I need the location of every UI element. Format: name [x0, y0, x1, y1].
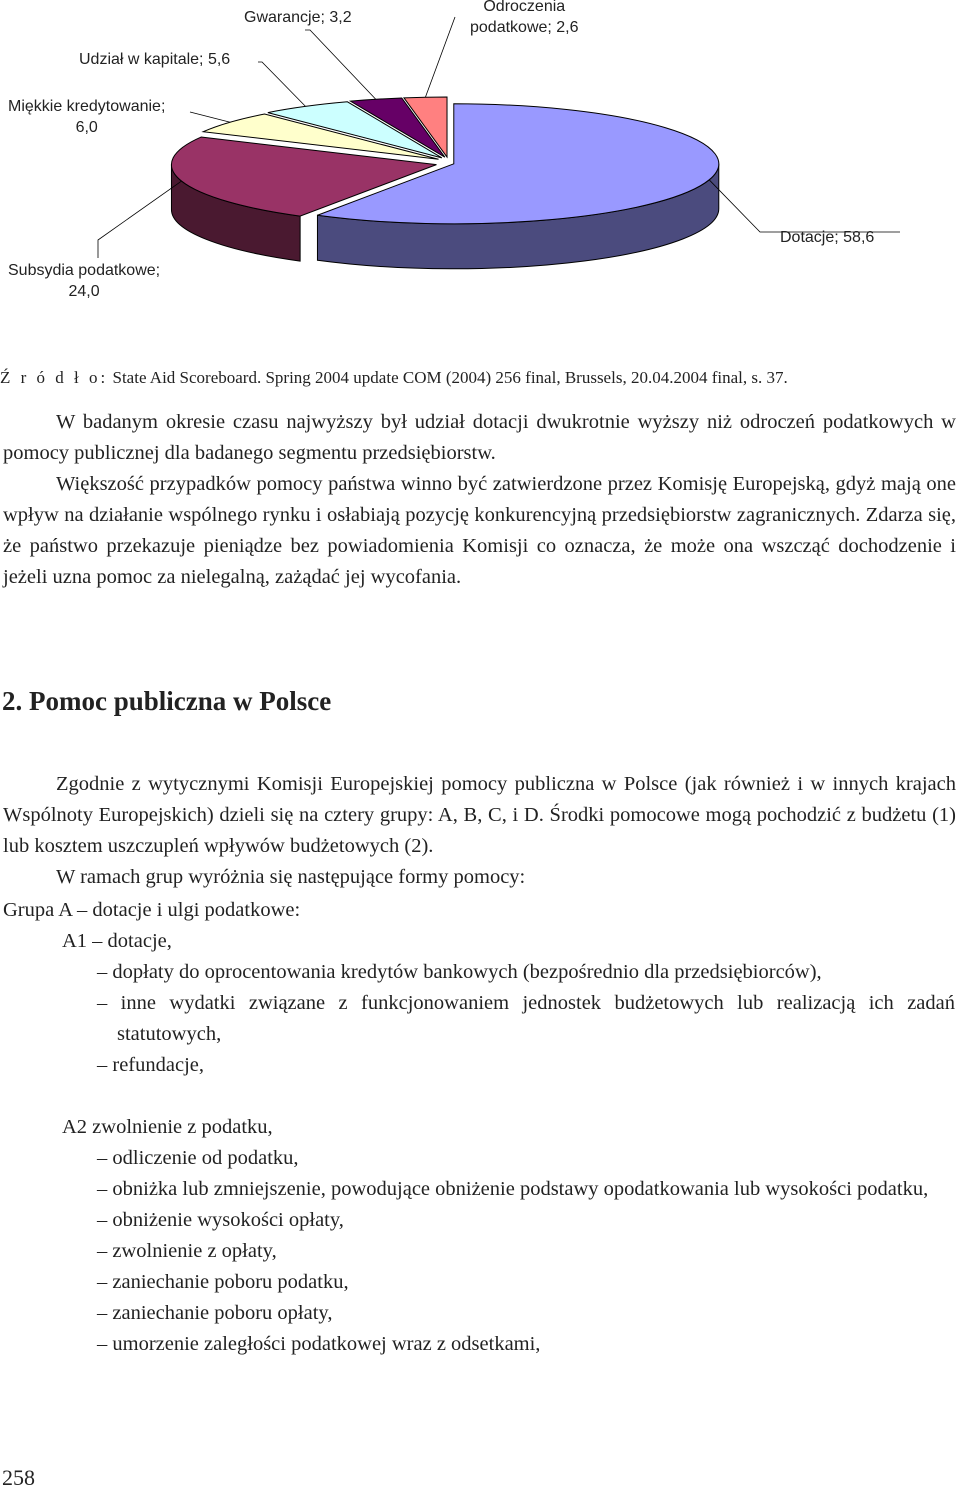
- source-text: State Aid Scoreboard. Spring 2004 update COM (2004) 256 final, Brussels, 20.04.2004 final, s. 37.: [108, 368, 788, 387]
- pie-leader-line: [98, 181, 182, 258]
- source-prefix: Ź r ó d ł o:: [0, 368, 109, 387]
- a2-item: – zaniechanie poboru podatku,: [97, 1271, 349, 1293]
- a2-item: – obniżenie wysokości opłaty,: [97, 1209, 344, 1231]
- label-miekkie: [8, 96, 165, 138]
- a2-item: – umorzenie zaległości podatkowej wraz z odsetkami,: [97, 1333, 541, 1355]
- a1-item: – inne wydatki związane z funkcjonowaniem jednostek budżetowych lub realizacją ich zadań statutowych,: [97, 992, 955, 1045]
- a2-item: – zaniechanie poboru opłaty,: [97, 1302, 333, 1324]
- a2-item: – obniżka lub zmniejszenie, powodujące obniżenie podstawy opodatkowania lub wysokości podatku,: [97, 1178, 929, 1200]
- pie-chart: [0, 0, 960, 320]
- a2-item: – zwolnienie z opłaty,: [97, 1240, 277, 1262]
- label-subsydia-line2: 24,0: [68, 283, 100, 300]
- label-subsydia: [8, 260, 160, 302]
- pie-leader-line: [305, 30, 376, 99]
- paragraph-1: W badanym okresie czasu najwyższy był udział dotacji dwukrotnie wyższy niż odroczeń podatkowych w pomocy publicznej dla badanego segmentu przedsiębiorstw.: [3, 411, 956, 464]
- a1-label: A1 – dotacje,: [62, 930, 172, 952]
- label-odroczenia-line2: podatkowe; 2,6: [470, 19, 579, 36]
- source-note: [0, 368, 788, 388]
- group-a-label: Grupa A – dotacje i ulgi podatkowe:: [3, 899, 301, 921]
- label-miekkie-line1: Miękkie kredytowanie;: [8, 98, 166, 115]
- paragraph-2: Większość przypadków pomocy państwa winno być zatwierdzone przez Komisję Europejską, gdyż mają one wpływ na działanie wspólnego rynku i osłabiają pozycję konkurencyjną przedsiębiorstw zagranicznych. Zdarza się, że państwo przekazuje pieniądze bez powiadomienia Komisji co oznacza, że może ona wszcząć dochodzenie i jeżeli uzna pomoc za nielegalną, zażądać jej wycofania.: [3, 473, 956, 588]
- body-paragraphs: [3, 407, 956, 593]
- a1-list: [97, 957, 955, 1081]
- a2-label: A2 zwolnienie z podatku,: [62, 1116, 273, 1138]
- pie-leader-line: [190, 112, 230, 122]
- a2-item: – odliczenie od podatku,: [97, 1147, 299, 1169]
- pie-leader-line: [709, 180, 900, 232]
- paragraph-3: Zgodnie z wytycznymi Komisji Europejskiej pomocy publiczna w Polsce (jak również i w innych krajach Wspólnoty Europejskich) dzieli się na cztery grupy: A, B, C, i D. Środki pomocowe mogą pochodzić z budżetu (1) lub kosztem uszczupleń wpływów budżetowych (2).: [3, 773, 956, 857]
- a2-list: [97, 1143, 955, 1360]
- pie-leader-line: [258, 62, 306, 106]
- list-intro: W ramach grup wyróżnia się następujące formy pomocy:: [56, 866, 526, 888]
- label-odroczenia-line1: Odroczenia: [483, 0, 566, 15]
- label-subsydia-line1: Subsydia podatkowe;: [8, 262, 161, 279]
- label-gwarancje: Gwarancje; 3,2: [244, 9, 352, 26]
- label-odroczenia: [470, 0, 579, 38]
- section-paragraph: [3, 769, 956, 893]
- a1-item: – dopłaty do oprocentowania kredytów bankowych (bezpośrednio dla przedsiębiorców),: [97, 961, 822, 983]
- label-dotacje: Dotacje; 58,6: [780, 229, 875, 246]
- label-miekkie-line2: 6,0: [75, 119, 98, 136]
- page-number: 258: [2, 1465, 35, 1490]
- label-udzial: Udział w kapitale; 5,6: [79, 51, 231, 68]
- section-heading: 2. Pomoc publiczna w Polsce: [2, 686, 332, 716]
- a1-item: – refundacje,: [97, 1054, 204, 1076]
- pie-leader-line: [425, 17, 455, 97]
